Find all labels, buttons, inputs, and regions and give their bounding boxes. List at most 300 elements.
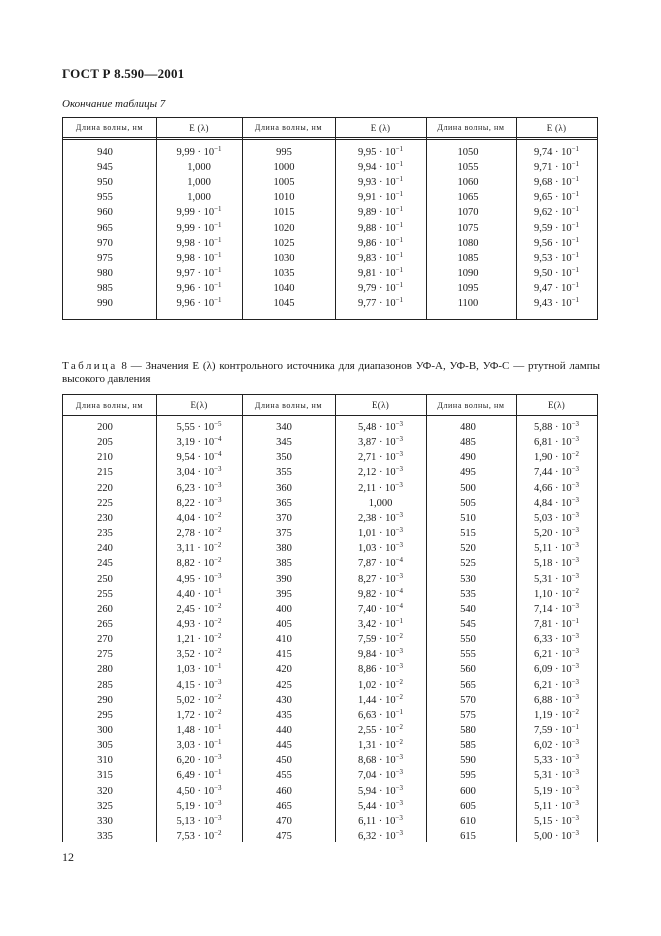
irradiance-exponent: −1 <box>571 616 580 625</box>
table7-wavelength-cell: 1100 <box>457 298 479 309</box>
table8-irradiance-cell <box>335 510 426 524</box>
irradiance-exponent: −1 <box>214 250 222 259</box>
irradiance-exponent: −3 <box>395 420 404 428</box>
table8-wavelength-cell: 425 <box>276 679 292 691</box>
irradiance-exponent: −2 <box>214 692 222 701</box>
table8-wavelength-cell: 505 <box>460 497 476 509</box>
table8-wavelength-cell: 565 <box>460 679 476 691</box>
table8-irradiance-cell <box>516 571 597 585</box>
table7-wavelength-cell: 1010 <box>273 192 295 204</box>
table8-wavelength-cell: 255 <box>97 588 113 600</box>
table7-wavelength-cell: 1095 <box>457 282 479 294</box>
irradiance-exponent: −1 <box>395 250 404 259</box>
irradiance-mantissa: 5,11 · 10 <box>534 543 572 555</box>
irradiance-exponent: −2 <box>214 526 222 535</box>
irradiance-exponent: −1 <box>214 205 222 214</box>
table8-wavelength-cell: 230 <box>97 512 113 524</box>
table8-wavelength-cell: 415 <box>276 649 292 661</box>
irradiance-exponent: −2 <box>571 586 580 595</box>
irradiance-exponent: −3 <box>571 662 580 671</box>
irradiance-mantissa: 9,56 · 10 <box>533 237 572 249</box>
irradiance-mantissa: 8,22 · 10 <box>176 497 215 509</box>
irradiance-mantissa: 5,31 · 10 <box>533 770 572 782</box>
table8-irradiance-cell <box>335 586 426 600</box>
irradiance-exponent: −3 <box>395 450 404 459</box>
table8-wavelength-cell: 430 <box>276 694 292 706</box>
table8-header-cell: E(λ) <box>547 400 566 410</box>
table8-wavelength-cell: 210 <box>97 452 113 464</box>
table8-wavelength-cell: 435 <box>276 709 292 721</box>
irradiance-exponent: −3 <box>571 677 580 686</box>
irradiance-mantissa: 5,18 · 10 <box>533 558 572 570</box>
table8-irradiance-cell <box>335 601 426 615</box>
table8-wavelength-cell: 260 <box>97 603 113 615</box>
table7-header-cell: Длина волны, нм <box>75 123 144 132</box>
table8-irradiance-cell <box>516 510 597 524</box>
table8-irradiance-cell <box>516 634 597 645</box>
irradiance-exponent: −3 <box>395 647 404 656</box>
irradiance-mantissa: 9,77 · 10 <box>357 298 396 309</box>
table8-wavelength-cell: 420 <box>276 664 292 676</box>
table7-irradiance-cell <box>335 280 426 294</box>
table8-irradiance-cell <box>335 725 426 736</box>
table7-wavelength-cell: 970 <box>97 237 113 249</box>
table8-irradiance-cell <box>156 616 242 630</box>
table8-wavelength-cell: 490 <box>460 452 476 464</box>
irradiance-exponent: −3 <box>214 677 222 686</box>
table8-irradiance-cell <box>516 831 597 842</box>
irradiance-mantissa: 5,11 · 10 <box>534 800 572 812</box>
irradiance-mantissa: 9,84 · 10 <box>357 649 396 661</box>
table7-wavelength-cell: 1075 <box>457 222 479 234</box>
irradiance-mantissa: 9,47 · 10 <box>533 282 572 294</box>
table8-irradiance-cell <box>335 543 426 554</box>
irradiance-exponent: −2 <box>395 692 404 701</box>
table7-irradiance-cell <box>156 220 242 234</box>
irradiance-exponent: −2 <box>214 632 222 641</box>
irradiance-exponent: −2 <box>214 647 222 656</box>
table7-wavelength-cell: 1060 <box>457 177 479 189</box>
irradiance-exponent: −3 <box>214 495 222 504</box>
irradiance-mantissa: 2,71 · 10 <box>357 452 396 464</box>
irradiance-mantissa: 3,42 · 10 <box>357 618 396 630</box>
table7-irradiance-cell <box>156 235 242 249</box>
irradiance-exponent: −3 <box>214 783 222 792</box>
irradiance-mantissa: 6,21 · 10 <box>533 679 572 691</box>
irradiance-exponent: −1 <box>571 280 580 289</box>
table8-irradiance-cell <box>156 798 242 812</box>
irradiance-exponent: −1 <box>571 723 580 731</box>
table8-wavelength-cell: 445 <box>276 740 292 752</box>
irradiance-mantissa: 9,71 · 10 <box>533 162 572 174</box>
table8-wavelength-cell: 550 <box>460 634 476 646</box>
table8-wavelength-cell: 495 <box>460 467 476 479</box>
irradiance-mantissa: 2,11 · 10 <box>358 482 396 494</box>
irradiance-mantissa: 9,89 · 10 <box>357 207 396 219</box>
irradiance-exponent: −3 <box>571 435 580 444</box>
table8-wavelength-cell: 390 <box>276 573 292 585</box>
table7-wavelength-cell: 940 <box>97 147 113 158</box>
table8-irradiance-cell <box>156 480 242 494</box>
irradiance-mantissa: 1,03 · 10 <box>176 664 215 676</box>
irradiance-exponent: −3 <box>214 480 222 489</box>
irradiance-exponent: −3 <box>571 692 580 701</box>
table8-irradiance-cell <box>156 422 242 433</box>
table8-irradiance-cell <box>335 783 426 797</box>
table8-irradiance-cell <box>516 467 597 478</box>
table8-irradiance-cell <box>156 725 242 736</box>
table8-irradiance-cell <box>156 437 242 448</box>
irradiance-mantissa: 6,88 · 10 <box>533 694 572 706</box>
table7-header-cell: E (λ) <box>546 122 567 133</box>
table7-header-cell: Длина волны, нм <box>254 123 323 132</box>
table7-irradiance-cell <box>156 147 242 158</box>
irradiance-mantissa: 1,000 <box>187 162 211 174</box>
irradiance-mantissa: 9,98 · 10 <box>176 252 215 264</box>
irradiance-mantissa: 6,32 · 10 <box>357 831 396 843</box>
table8-wavelength-cell: 380 <box>276 543 292 555</box>
table7-wavelength-cell: 1015 <box>273 207 295 219</box>
table8-irradiance-cell <box>156 543 242 554</box>
table8-wavelength-cell: 305 <box>97 740 113 752</box>
table7-irradiance-cell <box>156 298 242 309</box>
table8-irradiance-cell <box>156 528 242 539</box>
table8-wavelength-cell: 455 <box>276 770 292 782</box>
irradiance-exponent: −2 <box>395 632 404 641</box>
table8-irradiance-cell <box>516 616 597 630</box>
table7 <box>62 117 598 320</box>
irradiance-exponent: −3 <box>571 829 580 838</box>
table8-irradiance-cell <box>335 498 426 509</box>
irradiance-exponent: −3 <box>571 510 580 519</box>
irradiance-mantissa: 5,94 · 10 <box>357 785 396 797</box>
irradiance-mantissa: 7,40 · 10 <box>357 603 396 615</box>
table7-irradiance-cell <box>516 265 597 279</box>
irradiance-mantissa: 5,20 · 10 <box>533 528 572 540</box>
table8-irradiance-cell <box>335 422 426 433</box>
table8-irradiance-cell <box>335 467 426 478</box>
table7-wavelength-cell: 1065 <box>457 192 479 204</box>
irradiance-exponent: −3 <box>571 798 579 807</box>
table8-wavelength-cell: 265 <box>97 618 113 630</box>
table7-wavelength-cell: 1040 <box>273 282 295 294</box>
table7-wavelength-cell: 980 <box>97 267 113 279</box>
table8-irradiance-cell <box>156 664 242 675</box>
irradiance-exponent: −3 <box>395 541 404 550</box>
table8-irradiance-cell <box>335 452 426 463</box>
table7-wavelength-cell: 1025 <box>273 237 295 249</box>
table8-wavelength-cell: 530 <box>460 573 476 585</box>
irradiance-exponent: −1 <box>395 235 404 244</box>
irradiance-mantissa: 7,04 · 10 <box>357 770 396 782</box>
table8-wavelength-cell: 370 <box>276 512 292 524</box>
irradiance-exponent: −1 <box>214 586 222 595</box>
irradiance-exponent: −4 <box>395 601 404 610</box>
table7-column-rule <box>242 118 243 319</box>
irradiance-mantissa: 9,96 · 10 <box>176 298 215 309</box>
irradiance-mantissa: 3,19 · 10 <box>176 437 215 449</box>
irradiance-mantissa: 1,000 <box>187 192 211 204</box>
table7-irradiance-cell <box>516 192 597 203</box>
irradiance-exponent: −3 <box>395 798 404 807</box>
irradiance-exponent: −1 <box>571 296 580 304</box>
irradiance-mantissa: 9,98 · 10 <box>176 237 215 249</box>
table8-irradiance-cell <box>516 495 597 509</box>
table8-wavelength-cell: 245 <box>97 558 113 570</box>
table8-wavelength-cell: 610 <box>460 815 476 827</box>
irradiance-mantissa: 8,82 · 10 <box>176 558 215 570</box>
irradiance-mantissa: 2,38 · 10 <box>357 512 396 524</box>
irradiance-exponent: −1 <box>214 235 222 244</box>
irradiance-exponent: −3 <box>214 465 222 474</box>
irradiance-exponent: −3 <box>214 571 222 580</box>
table8-wavelength-cell: 325 <box>97 800 113 812</box>
irradiance-exponent: −1 <box>395 707 404 716</box>
irradiance-exponent: −1 <box>571 250 580 259</box>
table8-wavelength-cell: 510 <box>460 512 476 524</box>
table8-wavelength-cell: 560 <box>460 664 476 676</box>
irradiance-exponent: −3 <box>395 435 404 444</box>
irradiance-exponent: −4 <box>395 556 404 565</box>
irradiance-mantissa: 6,49 · 10 <box>176 770 215 782</box>
table8-wavelength-cell: 360 <box>276 482 292 494</box>
table7-irradiance-cell <box>156 192 242 203</box>
irradiance-mantissa: 1,31 · 10 <box>357 740 396 752</box>
irradiance-mantissa: 7,44 · 10 <box>533 467 572 479</box>
table8-irradiance-cell <box>156 586 242 600</box>
irradiance-mantissa: 6,02 · 10 <box>533 740 572 752</box>
table8-header-cell: Длина волны, нм <box>254 400 323 410</box>
table8-irradiance-cell <box>335 692 426 706</box>
table8-irradiance-cell <box>335 677 426 691</box>
table8-wavelength-cell: 215 <box>97 467 113 479</box>
table8-wavelength-cell: 595 <box>460 770 476 782</box>
document-header: ГОСТ Р 8.590—2001 <box>62 66 185 81</box>
irradiance-mantissa: 9,96 · 10 <box>176 282 215 294</box>
irradiance-exponent: −1 <box>214 280 222 289</box>
irradiance-exponent: −1 <box>571 205 580 214</box>
table7-wavelength-cell: 1045 <box>273 298 295 309</box>
irradiance-exponent: −3 <box>214 798 222 807</box>
table7-wavelength-cell: 1085 <box>457 252 479 264</box>
table8 <box>62 394 598 842</box>
irradiance-mantissa: 9,94 · 10 <box>357 162 396 174</box>
irradiance-exponent: −3 <box>395 753 404 762</box>
irradiance-mantissa: 1,48 · 10 <box>176 725 215 736</box>
table8-wavelength-cell: 585 <box>460 740 476 752</box>
irradiance-mantissa: 5,15 · 10 <box>533 815 572 827</box>
irradiance-mantissa: 8,27 · 10 <box>357 573 396 585</box>
table8-irradiance-cell <box>335 755 426 766</box>
table8-wavelength-cell: 310 <box>97 755 113 767</box>
irradiance-exponent: −2 <box>395 738 404 747</box>
irradiance-exponent: −2 <box>214 601 222 610</box>
table8-irradiance-cell <box>516 543 597 554</box>
irradiance-mantissa: 3,52 · 10 <box>176 649 215 661</box>
table7-irradiance-cell <box>335 192 426 203</box>
table8-wavelength-cell: 340 <box>276 422 292 433</box>
table7-header-cell: E (λ) <box>370 122 391 133</box>
irradiance-mantissa: 6,09 · 10 <box>533 664 572 676</box>
table8-irradiance-cell <box>156 510 242 524</box>
irradiance-mantissa: 7,14 · 10 <box>533 603 572 615</box>
table8-wavelength-cell: 480 <box>460 422 476 433</box>
irradiance-mantissa: 5,31 · 10 <box>533 573 572 585</box>
irradiance-mantissa: 9,93 · 10 <box>357 177 396 189</box>
irradiance-exponent: −1 <box>395 616 404 625</box>
table8-wavelength-cell: 365 <box>276 497 292 509</box>
table7-irradiance-cell <box>335 207 426 218</box>
table8-wavelength-cell: 410 <box>276 634 292 646</box>
irradiance-mantissa: 9,59 · 10 <box>533 222 572 234</box>
table8-header-cell: E(λ) <box>371 400 390 410</box>
irradiance-mantissa: 8,68 · 10 <box>357 755 396 767</box>
table7-irradiance-cell <box>516 207 597 218</box>
irradiance-exponent: −1 <box>571 160 580 169</box>
irradiance-exponent: −3 <box>395 510 404 519</box>
table8-wavelength-cell: 220 <box>97 482 113 494</box>
table8-irradiance-cell <box>335 831 426 842</box>
table8-irradiance-cell <box>516 692 597 706</box>
table8-wavelength-cell: 345 <box>276 437 292 449</box>
irradiance-mantissa: 5,88 · 10 <box>533 422 572 433</box>
table8-wavelength-cell: 275 <box>97 649 113 661</box>
table8-wavelength-cell: 225 <box>97 497 113 509</box>
table8-irradiance-cell <box>156 601 242 615</box>
table8-wavelength-cell: 440 <box>276 725 292 736</box>
table7-irradiance-cell <box>156 265 242 279</box>
irradiance-exponent: −1 <box>395 296 404 304</box>
table8-irradiance-cell <box>335 740 426 751</box>
table7-irradiance-cell <box>516 235 597 249</box>
table8-wavelength-cell: 300 <box>97 725 113 736</box>
table8-irradiance-cell <box>335 798 426 812</box>
irradiance-exponent: −4 <box>395 586 404 595</box>
table7-irradiance-cell <box>516 177 597 188</box>
irradiance-exponent: −1 <box>571 220 580 229</box>
table7-wavelength-cell: 1035 <box>273 267 295 279</box>
table8-wavelength-cell: 580 <box>460 725 476 736</box>
table8-wavelength-cell: 205 <box>97 437 113 449</box>
irradiance-exponent: −1 <box>214 768 222 777</box>
irradiance-mantissa: 3,04 · 10 <box>176 467 215 479</box>
table7-irradiance-cell <box>335 298 426 309</box>
irradiance-exponent: −3 <box>571 783 580 792</box>
table8-irradiance-cell <box>516 783 597 797</box>
table7-irradiance-cell <box>516 147 597 158</box>
irradiance-mantissa: 2,55 · 10 <box>357 725 396 736</box>
irradiance-mantissa: 9,68 · 10 <box>533 177 572 189</box>
irradiance-mantissa: 7,81 · 10 <box>533 618 572 630</box>
table8-caption-text: 8 — Значения E (λ) контрольного источника для диапазонов УФ-А, УФ-В, УФ-С — ртутной лампы высокого давления <box>62 360 600 385</box>
table7-irradiance-cell <box>335 147 426 158</box>
table8-irradiance-cell <box>516 664 597 675</box>
table7-irradiance-cell <box>335 220 426 234</box>
table8-irradiance-cell <box>335 813 426 827</box>
irradiance-exponent: −3 <box>395 783 404 792</box>
irradiance-mantissa: 6,11 · 10 <box>358 815 396 827</box>
table8-irradiance-cell <box>335 528 426 539</box>
table7-irradiance-cell <box>156 250 242 264</box>
irradiance-exponent: −3 <box>571 571 580 580</box>
table7-wavelength-cell: 1080 <box>457 237 479 249</box>
irradiance-exponent: −4 <box>214 450 222 459</box>
table8-wavelength-cell: 240 <box>97 543 113 555</box>
table8-irradiance-cell <box>516 798 597 812</box>
irradiance-mantissa: 1,21 · 10 <box>176 634 215 646</box>
table8-wavelength-cell: 405 <box>276 618 292 630</box>
irradiance-exponent: −1 <box>571 235 580 244</box>
irradiance-exponent: −1 <box>571 265 580 274</box>
table7-wavelength-cell: 985 <box>97 282 113 294</box>
table8-wavelength-cell: 535 <box>460 588 476 600</box>
irradiance-mantissa: 5,13 · 10 <box>176 815 215 827</box>
table8-wavelength-cell: 615 <box>460 831 476 843</box>
table7-header-cell: E (λ) <box>189 122 209 133</box>
table8-irradiance-cell <box>156 452 242 463</box>
irradiance-mantissa: 7,59 · 10 <box>357 634 396 646</box>
table7-column-rule <box>426 118 427 319</box>
table8-header-cell: E(λ) <box>190 400 208 410</box>
irradiance-mantissa: 4,50 · 10 <box>176 785 215 797</box>
irradiance-exponent: −1 <box>214 145 222 153</box>
table7-irradiance-cell <box>156 162 242 173</box>
table8-column-rule <box>426 395 427 842</box>
table7-wavelength-cell: 950 <box>97 177 113 189</box>
irradiance-mantissa: 4,84 · 10 <box>533 497 572 509</box>
irradiance-mantissa: 1,01 · 10 <box>357 528 396 540</box>
irradiance-exponent: −3 <box>571 480 580 489</box>
irradiance-mantissa: 9,99 · 10 <box>176 147 215 158</box>
table7-wavelength-cell: 1050 <box>457 147 479 158</box>
table7-wavelength-cell: 1070 <box>457 207 479 219</box>
irradiance-mantissa: 9,65 · 10 <box>533 192 572 204</box>
table8-irradiance-cell <box>156 770 242 781</box>
irradiance-exponent: −1 <box>214 738 222 747</box>
table8-irradiance-cell <box>335 558 426 569</box>
irradiance-exponent: −3 <box>214 813 222 822</box>
irradiance-mantissa: 1,19 · 10 <box>533 709 572 721</box>
table8-irradiance-cell <box>335 634 426 645</box>
irradiance-exponent: −3 <box>571 541 579 550</box>
table8-irradiance-cell <box>516 770 597 781</box>
irradiance-mantissa: 9,54 · 10 <box>176 452 215 464</box>
table7-irradiance-cell <box>156 207 242 218</box>
irradiance-mantissa: 9,74 · 10 <box>533 147 572 158</box>
table8-wavelength-cell: 450 <box>276 755 292 767</box>
table8-wavelength-cell: 395 <box>276 588 292 600</box>
table8-wavelength-cell: 280 <box>97 664 113 676</box>
irradiance-exponent: −2 <box>214 510 222 519</box>
table8-irradiance-cell <box>335 571 426 585</box>
table8-header-cell: Длина волны, нм <box>75 400 144 410</box>
table8-wavelength-cell: 575 <box>460 709 476 721</box>
table8-irradiance-cell <box>335 480 426 494</box>
irradiance-exponent: −2 <box>214 707 222 716</box>
irradiance-mantissa: 6,23 · 10 <box>176 482 215 494</box>
table8-wavelength-cell: 270 <box>97 634 113 646</box>
irradiance-exponent: −3 <box>571 813 580 822</box>
table7-irradiance-cell <box>516 280 597 294</box>
table7-wavelength-cell: 990 <box>97 298 113 309</box>
irradiance-exponent: −3 <box>571 768 580 777</box>
irradiance-exponent: −3 <box>395 480 403 489</box>
irradiance-mantissa: 6,81 · 10 <box>533 437 572 449</box>
irradiance-exponent: −1 <box>395 265 404 274</box>
table8-irradiance-cell <box>156 813 242 827</box>
table8-irradiance-cell <box>516 677 597 691</box>
irradiance-mantissa: 7,53 · 10 <box>176 831 215 843</box>
